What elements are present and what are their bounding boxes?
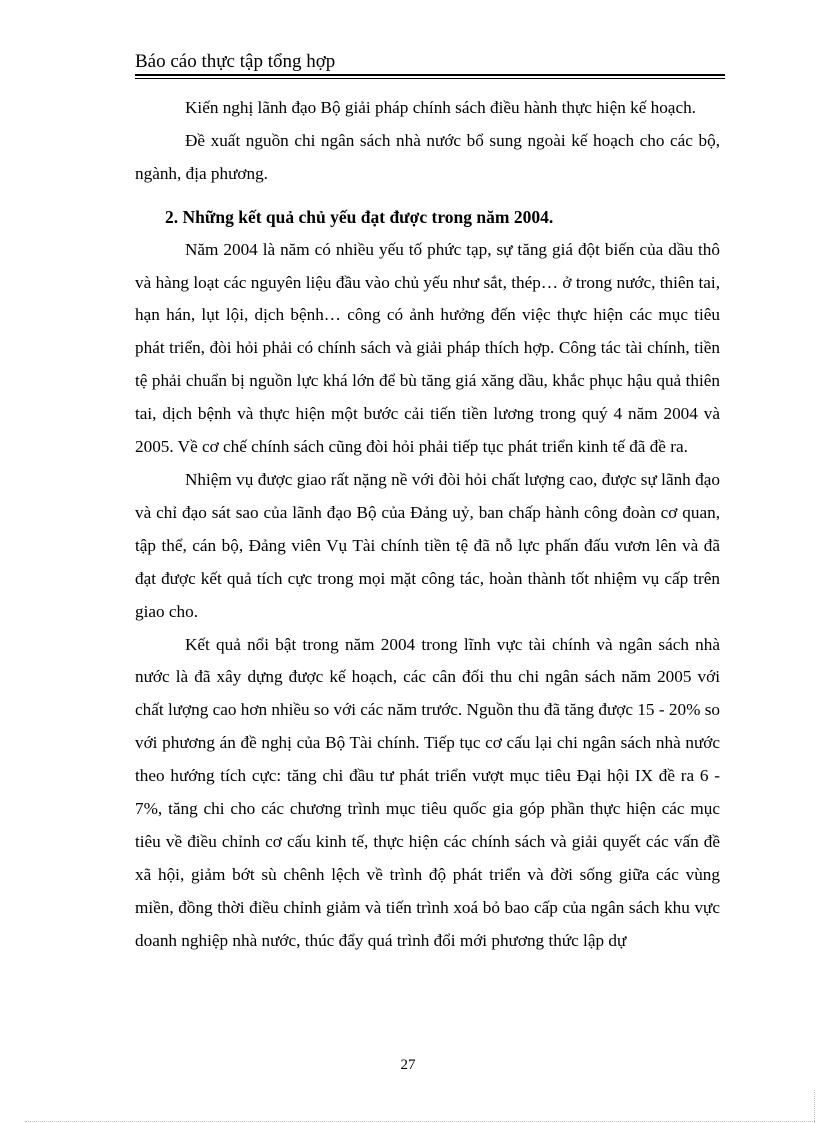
page-right-border <box>814 1090 815 1123</box>
page-header <box>135 50 725 79</box>
paragraph-tasks: Nhiệm vụ được giao rất nặng nề với đòi hỏi chất lượng cao, được sự lãnh đạo và chỉ đạo sát sao của lãnh đạo Bộ của Đảng uỷ, ban chấp hành công đoàn cơ quan, tập thể, cán bộ, Đảng viên Vụ Tài chính tiền tệ đã nỗ lực phấn đấu vươn lên và đã đạt được kết quả tích cực trong mọi mặt công tác, hoàn thành tốt nhiệm vụ cấp trên giao cho. <box>135 469 720 621</box>
page-bottom-border <box>25 1121 815 1122</box>
section-heading: 2. Những kết quả chủ yếu đạt được trong năm 2004. <box>165 206 554 227</box>
paragraph-context-2004: Năm 2004 là năm có nhiều yếu tố phức tạp, sự tăng giá đột biến của dầu thô và hàng loạt các nguyên liệu đầu vào chủ yếu như sắt, thép… ở trong nước, thiên tai, hạn hán, lụt lội, dịch bệnh… công có ảnh hưởng đến việc thực hiện các mục tiêu phát triển, đòi hỏi phải có chính sách và giải pháp thích hợp. Công tác tài chính, tiền tệ phải chuẩn bị nguồn lực khá lớn để bù tăng giá xăng dầu, khắc phục hậu quả thiên tai, dịch bệnh và thực hiện một bước cải tiến tiền lương trong quý 4 năm 2004 và 2005. Về cơ chế chính sách cũng đòi hỏi phải tiếp tục phát triển kinh tế đã đề ra. <box>135 239 720 457</box>
document-body <box>135 92 720 958</box>
paragraph-proposal: Đề xuất nguồn chi ngân sách nhà nước bổ sung ngoài kế hoạch cho các bộ, ngành, địa phương. <box>135 130 720 183</box>
header-rule-thin <box>135 78 725 79</box>
header-rule-thick <box>135 74 725 76</box>
header-title: Báo cáo thực tập tổng hợp <box>135 51 336 72</box>
page-number: 27 <box>400 1057 416 1073</box>
paragraph-recommendation: Kiến nghị lãnh đạo Bộ giải pháp chính sách điều hành thực hiện kế hoạch. <box>185 98 696 117</box>
paragraph-results: Kết quả nổi bật trong năm 2004 trong lĩnh vực tài chính và ngân sách nhà nước là đã xây dựng được kế hoạch, các cân đối thu chi ngân sách năm 2005 với chất lượng cao hơn nhiều so với các năm trước. Nguồn thu đã tăng được 15 - 20% so với phương án đề nghị của Bộ Tài chính. Tiếp tục cơ cấu lại chi ngân sách nhà nước theo hướng tích cực: tăng chi đầu tư phát triển vượt mục tiêu Đại hội IX đề ra 6 - 7%, tăng chi cho các chương trình mục tiêu quốc gia góp phần thực hiện các mục tiêu về điều chỉnh cơ cấu kinh tế, thực hiện các chính sách và giải quyết các vấn đề xã hội, giảm bớt sù chênh lệch về trình độ phát triển và đời sống giữa các vùng miền, đồng thời điều chỉnh giảm và tiến trình xoá bỏ bao cấp của ngân sách khu vực doanh nghiệp nhà nước, thúc đẩy quá trình đổi mới phương thức lập dự <box>135 634 720 950</box>
